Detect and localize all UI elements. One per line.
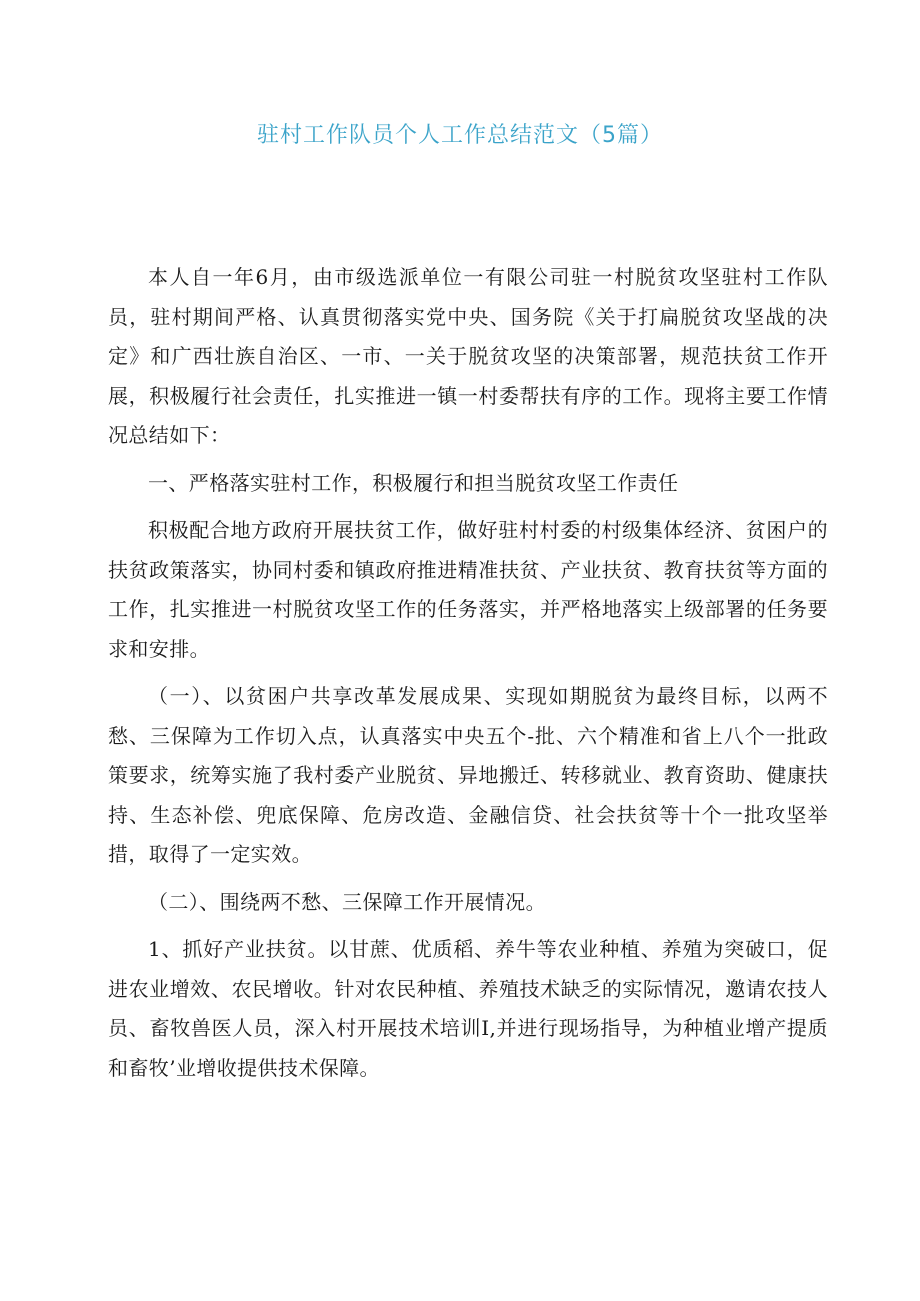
document-body — [108, 258, 828, 1088]
paragraph-item-1: 1、抓好产业扶贫。以甘蔗、优质稻、养牛等农业种植、养殖为突破口，促进农业增效、农民增收。针对农民种植、养殖技术缺乏的实际情况，邀请农技人员、畜牧兽医人员，深入村开展技术培训I,并进行现场指导，为种植业增产提质和畜牧’业增收提供技术保障。 — [108, 937, 828, 1080]
paragraph-subsection-1: （一）、以贫困户共享改革发展成果、实现如期脱贫为最终目标，以两不愁、三保障为工作切入点，认真落实中央五个-批、六个精准和省上八个一批政策要求，统筹实施了我村委产业脱贫、异地搬迁、转移就业、教育资助、健康扶持、生态补偿、兜底保障、危房改造、金融信贷、社会扶贫等十个一批攻坚举措，取得了一定实效。 — [108, 684, 828, 866]
document-title: 驻村工作队员个人工作总结范文（5篇） — [257, 123, 663, 148]
subsection-heading-2: （二）、围绕两不愁、三保障工作开展情况。 — [148, 889, 546, 914]
section-heading-1: 一、严格落实驻村工作，积极履行和担当脱贫攻坚工作责任 — [148, 470, 679, 495]
paragraph-intro: 本人自一年6月，由市级选派单位一有限公司驻一村脱贫攻坚驻村工作队员，驻村期间严格、认真贯彻落实党中央、国务院《关于打扁脱贫攻坚战的决定》和广西壮族自治区、一市、一关于脱贫攻坚的决策部署，规范扶贫工作开展，积极履行社会责任，扎实推进一镇一村委帮扶有序的工作。现将主要工作情况总结如下： — [108, 265, 828, 447]
paragraph-section-1: 积极配合地方政府开展扶贫工作，做好驻村村委的村级集体经济、贫困户的扶贫政策落实，协同村委和镇政府推进精准扶贫、产业扶贫、教育扶贫等方面的工作，扎实推进一村脱贫攻坚工作的任务落实，并严格地落实上级部署的任务要求和安排。 — [108, 518, 828, 661]
